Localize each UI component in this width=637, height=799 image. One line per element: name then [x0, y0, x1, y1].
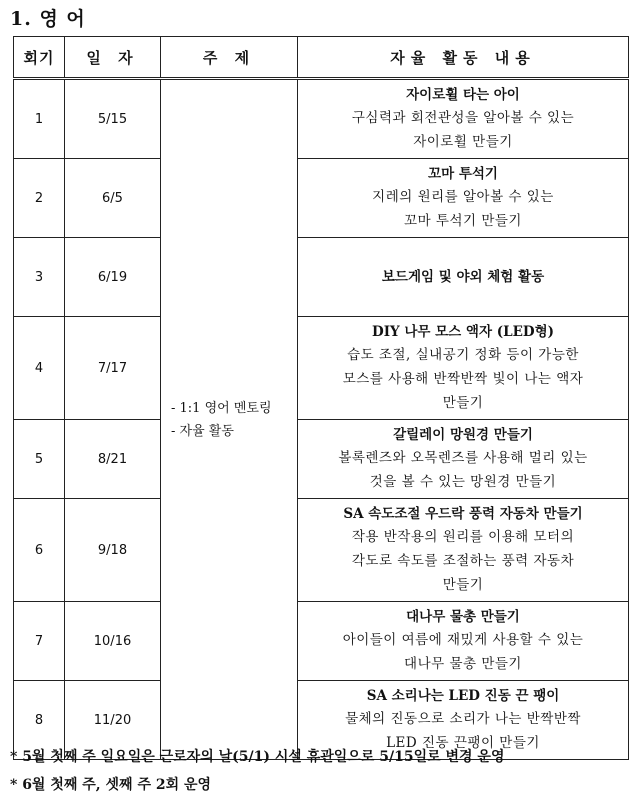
activity-title: 보드게임 및 야외 체험 활동	[381, 269, 545, 285]
round-cell: 7	[14, 602, 65, 681]
header-round: 회기	[14, 37, 65, 79]
activity-desc-line: 자이로휠 만들기	[413, 134, 513, 150]
table-row	[14, 159, 629, 238]
schedule-table	[13, 36, 629, 760]
activity-title: 꼬마 투석기	[428, 166, 498, 182]
activity-desc-line: 만들기	[442, 395, 484, 411]
round-cell: 3	[14, 238, 65, 317]
activity-desc-line: 습도 조절, 실내공기 정화 등이 가능한	[347, 347, 579, 363]
header-theme: 주 제	[161, 37, 298, 79]
activity-cell	[298, 602, 629, 681]
date-cell: 10/16	[65, 602, 161, 681]
date-cell: 7/17	[65, 317, 161, 420]
activity-desc-line: 볼록렌즈와 오목렌즈를 사용해 멀리 있는	[338, 450, 588, 466]
activity-desc-line: 지레의 원리를 알아볼 수 있는	[372, 189, 554, 205]
activity-title: DIY 나무 모스 액자 (LED형)	[371, 324, 554, 340]
footnote: * 5월 첫째 주 일요일은 근로자의 날(5/1) 시설 휴관일으로 5/15일로 변경 운영	[10, 749, 505, 765]
table-row	[14, 499, 629, 602]
activity-title: SA 속도조절 우드락 풍력 자동차 만들기	[343, 506, 583, 522]
activity-cell	[298, 420, 629, 499]
table-row	[14, 238, 629, 317]
activity-cell	[298, 238, 629, 317]
date-cell: 5/15	[65, 79, 161, 159]
activity-desc-line: 것을 볼 수 있는 망원경 만들기	[369, 474, 557, 490]
activity-cell	[298, 317, 629, 420]
round-cell: 1	[14, 79, 65, 159]
round-cell: 2	[14, 159, 65, 238]
footnotes	[10, 743, 504, 799]
date-cell: 6/19	[65, 238, 161, 317]
activity-desc-line: 대나무 물총 만들기	[404, 656, 522, 672]
activity-title: 대나무 물총 만들기	[406, 609, 520, 625]
round-cell: 8	[14, 681, 65, 760]
header-date: 일 자	[65, 37, 161, 79]
date-cell: 9/18	[65, 499, 161, 602]
activity-desc-line: 각도로 속도를 조절하는 풍력 자동차	[351, 553, 575, 569]
round-cell: 4	[14, 317, 65, 420]
date-cell: 6/5	[65, 159, 161, 238]
activity-cell	[298, 499, 629, 602]
activity-title: 자이로휠 타는 아이	[406, 87, 520, 103]
activity-desc-line: 물체의 진동으로 소리가 나는 반짝반짝	[345, 711, 581, 727]
date-cell: 11/20	[65, 681, 161, 760]
activity-desc-line: 아이들이 여름에 재밌게 사용할 수 있는	[342, 632, 584, 648]
theme-cell	[161, 79, 298, 760]
activity-desc-line: 만들기	[442, 577, 484, 593]
theme-line: - 1:1 영어 멘토링	[171, 400, 272, 416]
round-cell: 6	[14, 499, 65, 602]
table-row	[14, 317, 629, 420]
header-activity: 자율 활동 내용	[298, 37, 629, 79]
activity-desc-line: 모스를 사용해 반짝반짝 빛이 나는 액자	[342, 371, 584, 387]
table-row	[14, 79, 629, 159]
table-row	[14, 602, 629, 681]
activity-cell	[298, 159, 629, 238]
table-header-row	[14, 37, 629, 79]
round-cell: 5	[14, 420, 65, 499]
section-title: 1. 영 어	[10, 8, 86, 30]
activity-title: 갈릴레이 망원경 만들기	[393, 427, 533, 443]
activity-cell	[298, 79, 629, 159]
date-cell: 8/21	[65, 420, 161, 499]
activity-desc-line: 꼬마 투석기 만들기	[404, 213, 522, 229]
activity-title: SA 소리나는 LED 진동 끈 팽이	[366, 688, 560, 704]
activity-desc-line: LED 진동 끈팽이 만들기	[386, 735, 540, 751]
theme-line: - 자율 활동	[171, 423, 234, 439]
footnote: * 6월 첫째 주, 셋째 주 2회 운영	[10, 777, 212, 793]
activity-desc-line: 작용 반작용의 원리를 이용해 모터의	[351, 529, 575, 545]
table-row	[14, 420, 629, 499]
activity-desc-line: 구심력과 회전관성을 알아볼 수 있는	[351, 110, 575, 126]
